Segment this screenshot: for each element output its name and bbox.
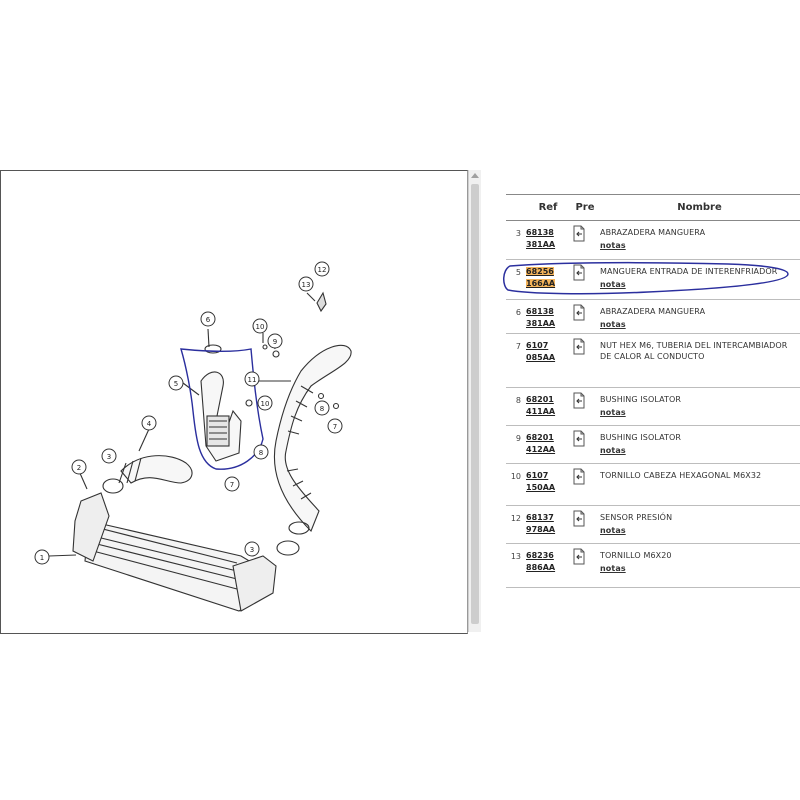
ref-part-2[interactable]: 886AA — [526, 563, 556, 572]
table-row[interactable] — [506, 426, 800, 464]
table-row[interactable] — [506, 334, 800, 388]
prerequisite-doc-icon[interactable] — [572, 264, 586, 281]
part-name: TORNILLO CABEZA HEXAGONAL M6X32 — [600, 471, 762, 480]
part-name: BUSHING ISOLATOR — [600, 433, 682, 442]
ref-part-2[interactable]: 411AA — [526, 407, 556, 416]
svg-text:6: 6 — [205, 316, 211, 324]
row-ref-link[interactable] — [525, 464, 571, 506]
table-row[interactable] — [506, 544, 800, 588]
header-pre: Pre — [575, 202, 595, 213]
prerequisite-doc-icon[interactable] — [572, 304, 586, 321]
notes-link[interactable]: notas — [600, 408, 626, 417]
row-name — [599, 221, 800, 260]
callout-2[interactable] — [72, 460, 86, 474]
part-name: SENSOR PRESIÓN — [600, 513, 673, 522]
intercooler-exploded-diagram — [1, 171, 467, 633]
callout-3-right[interactable] — [245, 542, 259, 556]
svg-text:7: 7 — [229, 481, 235, 489]
table-header-row — [506, 195, 800, 221]
ref-part-2[interactable]: 166AA — [526, 279, 556, 288]
callout-8-center[interactable] — [254, 445, 268, 459]
ref-part-1[interactable]: 6107 — [526, 341, 549, 350]
row-name — [599, 260, 800, 300]
svg-text:13: 13 — [301, 281, 311, 289]
callout-10-top[interactable] — [253, 319, 267, 333]
svg-text:11: 11 — [247, 376, 257, 384]
callout-10-center[interactable] — [258, 396, 272, 410]
ref-part-2[interactable]: 412AA — [526, 445, 556, 454]
row-position: 3 — [515, 229, 521, 238]
callout-9[interactable] — [268, 334, 282, 348]
row-position: 6 — [515, 308, 521, 317]
row-position: 8 — [515, 396, 521, 405]
prerequisite-doc-icon[interactable] — [572, 430, 586, 447]
callout-8-right[interactable] — [315, 401, 329, 415]
prerequisite-doc-icon[interactable] — [572, 392, 586, 409]
header-pos — [506, 195, 525, 221]
row-ref-link[interactable] — [525, 260, 571, 300]
svg-text:4: 4 — [146, 420, 152, 428]
part-name: TORNILLO M6X20 — [600, 551, 672, 560]
prerequisite-doc-icon[interactable] — [572, 548, 586, 565]
row-ref-link[interactable] — [525, 426, 571, 464]
ref-part-1[interactable]: 6107 — [526, 471, 549, 480]
table-row[interactable] — [506, 464, 800, 506]
row-ref-link[interactable] — [525, 221, 571, 260]
table-row[interactable] — [506, 300, 800, 334]
parts-table — [506, 194, 800, 588]
ref-part-2[interactable]: 085AA — [526, 353, 556, 362]
prerequisite-doc-icon[interactable] — [572, 468, 586, 485]
callout-3-left[interactable] — [102, 449, 116, 463]
callout-13[interactable] — [299, 277, 313, 291]
table-row[interactable] — [506, 388, 800, 426]
row-name — [599, 426, 800, 464]
callout-11[interactable] — [245, 372, 259, 386]
callout-4[interactable] — [142, 416, 156, 430]
prerequisite-doc-icon[interactable] — [572, 510, 586, 527]
callout-12[interactable] — [315, 262, 329, 276]
row-ref-link[interactable] — [525, 506, 571, 544]
notes-link[interactable]: notas — [600, 320, 626, 329]
prerequisite-doc-icon[interactable] — [572, 338, 586, 355]
svg-text:8: 8 — [258, 449, 264, 457]
row-ref-link[interactable] — [525, 300, 571, 334]
row-ref-link[interactable] — [525, 334, 571, 388]
row-pre[interactable] — [571, 464, 599, 506]
part-name: ABRAZADERA MANGUERA — [600, 228, 706, 237]
row-name — [599, 334, 800, 388]
svg-text:3: 3 — [249, 546, 255, 554]
table-row[interactable] — [506, 221, 800, 260]
row-name — [599, 300, 800, 334]
svg-text:9: 9 — [272, 338, 278, 346]
notes-link[interactable]: notas — [600, 241, 626, 250]
row-name — [599, 544, 800, 588]
svg-text:10: 10 — [255, 323, 265, 331]
notes-link[interactable]: notas — [600, 526, 626, 535]
notes-link[interactable]: notas — [600, 280, 626, 289]
svg-text:8: 8 — [319, 405, 325, 413]
row-ref-link[interactable] — [525, 544, 571, 588]
ref-part-1[interactable]: 68137 — [526, 513, 554, 522]
row-pre[interactable] — [571, 388, 599, 426]
row-ref-link[interactable] — [525, 388, 571, 426]
row-pre[interactable] — [571, 260, 599, 300]
ref-part-1[interactable]: 68256 — [526, 267, 554, 276]
ref-part-2[interactable]: 150AA — [526, 483, 556, 492]
diagram-panel — [0, 170, 468, 634]
header-ref: Ref — [538, 202, 558, 213]
ref-part-1[interactable]: 68138 — [526, 307, 554, 316]
ref-part-1[interactable]: 68138 — [526, 228, 554, 237]
row-position: 5 — [515, 268, 521, 277]
row-name — [599, 506, 800, 544]
callout-7-center[interactable] — [225, 477, 239, 491]
svg-text:12: 12 — [317, 266, 327, 274]
part-name: ABRAZADERA MANGUERA — [600, 307, 706, 316]
part-name: BUSHING ISOLATOR — [600, 395, 682, 404]
parts-list-panel — [482, 170, 800, 632]
row-position: 7 — [515, 342, 521, 351]
row-pre[interactable] — [571, 300, 599, 334]
row-name — [599, 388, 800, 426]
row-pre[interactable] — [571, 506, 599, 544]
part-name: NUT HEX M6, TUBERIA DEL INTERCAMBIADOR DE CALOR AL CONDUCTO — [600, 341, 788, 361]
scroll-up-arrow-icon[interactable] — [471, 173, 479, 178]
part-name: MANGUERA ENTRADA DE INTERENFRIADOR — [600, 267, 778, 276]
svg-text:2: 2 — [76, 464, 82, 472]
prerequisite-doc-icon[interactable] — [572, 225, 586, 242]
callout-6[interactable] — [201, 312, 215, 326]
row-pre[interactable] — [571, 334, 599, 388]
row-position: 13 — [510, 552, 521, 561]
ref-part-2[interactable]: 978AA — [526, 525, 556, 534]
callout-1[interactable] — [35, 550, 49, 564]
svg-text:7: 7 — [332, 423, 338, 431]
callout-5[interactable] — [169, 376, 183, 390]
row-pre[interactable] — [571, 221, 599, 260]
notes-link[interactable]: notas — [600, 446, 626, 455]
table-row[interactable] — [506, 506, 800, 544]
ref-part-1[interactable]: 68201 — [526, 395, 554, 404]
table-row[interactable] — [506, 260, 800, 300]
row-pre[interactable] — [571, 544, 599, 588]
ref-part-2[interactable]: 381AA — [526, 240, 556, 249]
svg-text:5: 5 — [173, 380, 179, 388]
row-position: 10 — [510, 472, 521, 481]
ref-part-2[interactable]: 381AA — [526, 319, 556, 328]
svg-text:1: 1 — [39, 554, 45, 562]
ref-part-1[interactable]: 68236 — [526, 551, 554, 560]
callout-7-right[interactable] — [328, 419, 342, 433]
row-position: 9 — [515, 434, 521, 443]
svg-text:10: 10 — [260, 400, 270, 408]
row-name — [599, 464, 800, 506]
vertical-scrollbar[interactable] — [468, 170, 481, 632]
row-position: 12 — [510, 514, 521, 523]
svg-text:3: 3 — [106, 453, 112, 461]
notes-link[interactable]: notas — [600, 564, 626, 573]
ref-part-1[interactable]: 68201 — [526, 433, 554, 442]
row-pre[interactable] — [571, 426, 599, 464]
scrollbar-thumb[interactable] — [471, 184, 479, 624]
header-name: Nombre — [677, 202, 722, 213]
